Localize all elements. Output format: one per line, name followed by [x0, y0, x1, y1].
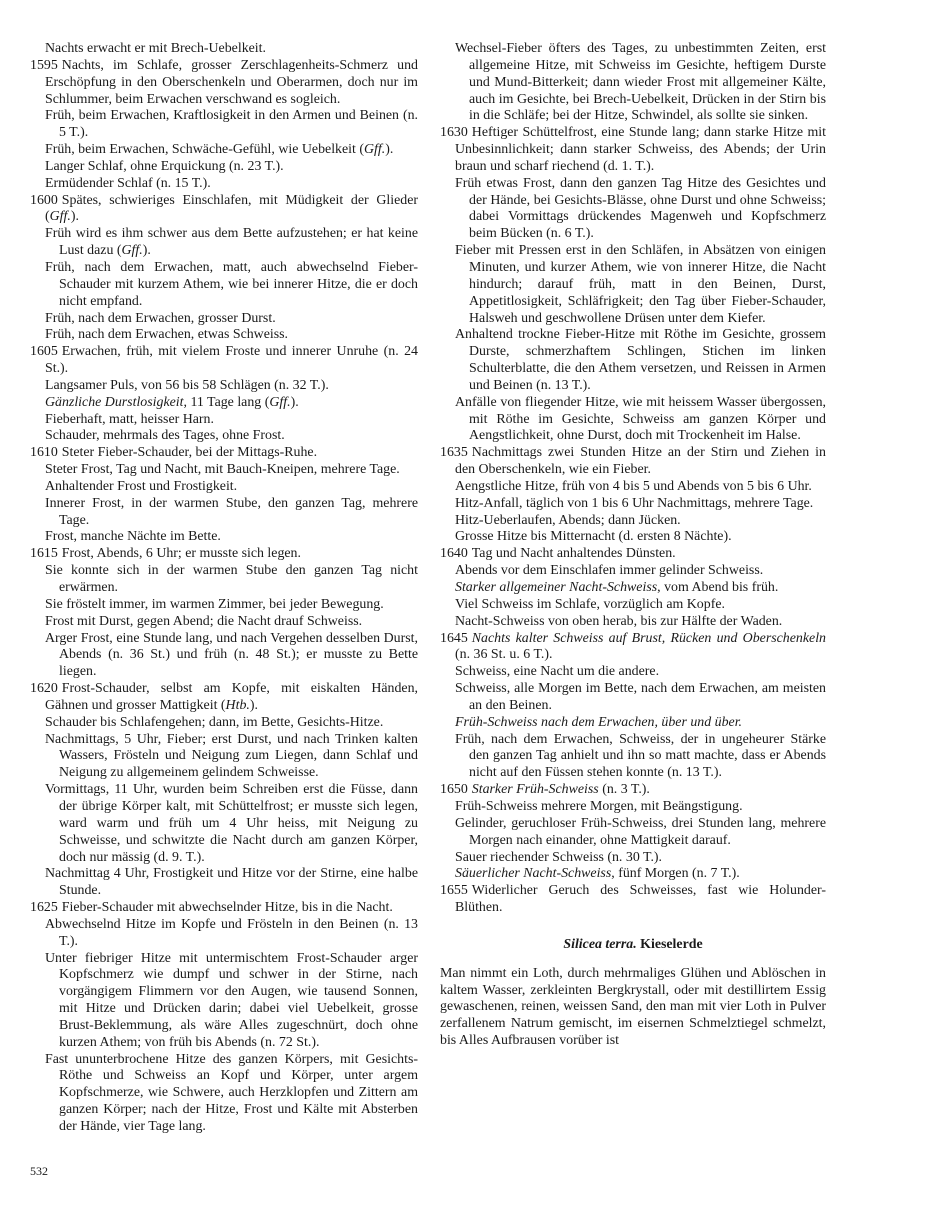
symptom-entry — [30, 428, 418, 445]
entry-text: Starker allgemeiner Nacht-Schweiss, vom Abend bis früh. — [455, 580, 779, 595]
entry-text: Nachmittags, 5 Uhr, Fieber; erst Durst, und nach Trinken kalten Wassers, Frösteln und Neigung zum Liegen, dann Schlaf und Neigung zu allgemeinem gelindem Schweisse. — [45, 731, 418, 781]
entry-text: Früh-Schweiss mehrere Morgen, mit Beängstigung. — [455, 798, 743, 814]
entry-number: 1615 — [30, 546, 58, 562]
symptom-entry — [30, 193, 418, 227]
entry-text: Schweiss, alle Morgen im Bette, nach dem Erwachen, am meisten an den Beinen. — [455, 681, 826, 713]
symptom-entry — [30, 58, 418, 109]
symptom-entry — [30, 108, 418, 142]
symptom-entry — [30, 546, 418, 563]
entry-text: Grosse Hitze bis Mitternacht (d. ersten 8 Nächte). — [455, 529, 732, 545]
entry-text: Arger Frost, eine Stunde lang, und nach Vergehen desselben Durst, Abends (n. 36 St.) und früh (n. 48 St.); er musste zu Bette liegen. — [45, 630, 418, 680]
entry-text: Hitz-Anfall, täglich von 1 bis 6 Uhr Nachmittags, mehrere Tage. — [455, 495, 814, 511]
symptom-entry — [30, 496, 418, 530]
symptom-entry — [440, 513, 826, 530]
entry-text: Gänzliche Durstlosigkeit, 11 Tage lang (Gff.). — [45, 394, 299, 410]
entry-text: Aengstliche Hitze, früh von 4 bis 5 und Abends von 5 bis 6 Uhr. — [455, 478, 812, 494]
entry-text: Früh-Schweiss nach dem Erwachen, über und über. — [455, 714, 743, 730]
symptom-entry — [440, 496, 826, 513]
entry-text: Abends vor dem Einschlafen immer gelinder Schweiss. — [455, 563, 764, 579]
symptom-entry — [440, 732, 826, 783]
symptom-entry — [30, 395, 418, 412]
symptom-entry — [440, 41, 826, 125]
symptom-entry — [440, 176, 826, 243]
symptom-entry — [440, 445, 826, 479]
entry-number: 1620 — [30, 681, 58, 697]
entry-text: Starker Früh-Schweiss (n. 3 T.). — [471, 782, 650, 798]
symptom-entry — [30, 732, 418, 783]
symptom-entry — [440, 580, 826, 597]
symptom-entry — [30, 41, 418, 58]
symptom-entry — [440, 631, 826, 665]
symptom-entry — [30, 681, 418, 715]
symptom-entry — [30, 917, 418, 951]
symptom-entry — [30, 260, 418, 311]
entry-number: 1635 — [440, 445, 468, 461]
entry-number: 1625 — [30, 900, 58, 916]
entry-text: Früh, nach dem Erwachen, etwas Schweiss. — [45, 327, 289, 343]
entry-text: Widerlicher Geruch des Schweisses, fast wie Holunder-Blüthen. — [455, 883, 826, 916]
entry-number: 1605 — [30, 344, 58, 360]
entry-text: Nacht-Schweiss von oben herab, bis zur Hälfte der Waden. — [455, 613, 783, 629]
symptom-entry — [30, 226, 418, 260]
left-column — [30, 41, 418, 1136]
section-prose: Man nimmt ein Loth, durch mehrmaliges Glühen und Ablöschen in kaltem Wasser, zerkleinten Bergkrystall, oder mit destillirtem Essig gewaschenen, reinen, weissen Sand, den man mit vier Loth in Pulver zerfallenem Natrum gemischt, im eisernen Schmelztiegel schmelzt, bis Alles Aufbrausen vorüber ist — [440, 965, 826, 1049]
entry-text: Anfälle von fliegender Hitze, wie mit heissem Wasser übergossen, mit Röthe im Gesichte, Schweiss am ganzen Körper und Aengstlichkeit, ohne Durst, doch mit Trockenheit im Halse. — [455, 394, 826, 444]
entry-text: Sie konnte sich in der warmen Stube den ganzen Tag nicht erwärmen. — [45, 563, 418, 595]
entry-number: 1610 — [30, 445, 58, 461]
symptom-entry — [440, 614, 826, 631]
symptom-entry — [440, 125, 826, 176]
symptom-entry — [440, 664, 826, 681]
right-column-entries — [440, 41, 826, 917]
symptom-entry — [30, 866, 418, 900]
symptom-entry — [30, 327, 418, 344]
page-number: 532 — [30, 1164, 48, 1178]
symptom-entry — [30, 715, 418, 732]
entry-text: Anhaltend trockne Fieber-Hitze mit Röthe im Gesichte, grossem Durste, schmerzhaftem Schlingen, Stichen im linken Schulterblatte, die den Athem versetzen, und Reissen in Armen und Beinen (n. 13 T.). — [455, 327, 826, 393]
section-heading-german: Kieselerde — [640, 936, 703, 952]
entry-text: Viel Schweiss im Schlafe, vorzüglich am Kopfe. — [455, 596, 725, 612]
symptom-entry — [440, 546, 826, 563]
entry-text: Erwachen, früh, mit vielem Froste und innerer Unruhe (n. 24 St.). — [45, 344, 418, 377]
entry-text: Früh, beim Erwachen, Schwäche-Gefühl, wie Uebelkeit (Gff.). — [45, 142, 394, 158]
symptom-entry — [30, 412, 418, 429]
entry-text: Fieberhaft, matt, heisser Harn. — [45, 411, 214, 427]
entry-number: 1600 — [30, 192, 58, 208]
symptom-entry — [30, 142, 418, 159]
entry-text: Steter Frost, Tag und Nacht, mit Bauch-Kneipen, mehrere Tage. — [45, 462, 400, 478]
entry-text: Früh, nach dem Erwachen, matt, auch abwechselnd Fieber-Schauder mit kurzem Athem, wie bei innerer Hitze, die er doch nicht empfand. — [45, 259, 418, 309]
entry-text: Langsamer Puls, von 56 bis 58 Schlägen (n. 32 T.). — [45, 377, 329, 393]
entry-text: Gelinder, geruchloser Früh-Schweiss, drei Stunden lang, mehrere Morgen nach einander, ohne Mattigkeit darauf. — [455, 815, 826, 848]
symptom-entry — [30, 378, 418, 395]
entry-text: Frost mit Durst, gegen Abend; die Nacht drauf Schweiss. — [45, 613, 363, 629]
entry-text: Frost, manche Nächte im Bette. — [45, 529, 221, 545]
entry-text: Hitz-Ueberlaufen, Abends; dann Jücken. — [455, 512, 681, 528]
entry-number: 1655 — [440, 883, 468, 899]
symptom-entry — [30, 344, 418, 378]
right-column — [440, 41, 826, 1050]
entry-text: Früh, nach dem Erwachen, Schweiss, der in ungeheurer Stärke den ganzen Tag anhielt und ihn so matt machte, dass er Abends nicht auf den Füssen stehen konnte (n. 13 T.). — [455, 731, 826, 781]
entry-number: 1650 — [440, 782, 468, 798]
symptom-entry — [440, 327, 826, 394]
entry-text: Heftiger Schüttelfrost, eine Stunde lang; dann starke Hitze mit Unbesinnlichkeit; dann starker Schweiss, des Abends; der Urin braun und scharf riechend (d. 1. T.). — [455, 125, 826, 174]
symptom-entry — [440, 563, 826, 580]
entry-text: Säuerlicher Nacht-Schweiss, fünf Morgen (n. 7 T.). — [455, 866, 740, 882]
symptom-entry — [30, 311, 418, 328]
entry-text: Früh etwas Frost, dann den ganzen Tag Hitze des Gesichtes und der Hände, bei Gesichts-Blässe, ohne Durst und ohne Schweiss; dabei Vormittags drückendes Magenweh und Kopfschmerz beim Bücken (n. 6 T.). — [455, 175, 826, 242]
entry-text: Anhaltender Frost und Frostigkeit. — [45, 478, 238, 494]
entry-text: Vormittags, 11 Uhr, wurden beim Schreiben erst die Füsse, dann der übrige Körper kalt, mit Schüttelfrost; er musste sich legen, ward warm und früh um 4 Uhr heiss, mit Neigung zu Schweisse, und schwitzte die Nacht durch am ganzen Körper, doch nur mässig (d. 9. T.). — [45, 782, 418, 865]
entry-text: Abwechselnd Hitze im Kopfe und Frösteln in den Beinen (n. 13 T.). — [45, 916, 418, 949]
entry-text: Wechsel-Fieber öfters des Tages, zu unbestimmten Zeiten, erst allgemeine Hitze, mit Schweiss im Gesichte, heftigem Durste und Mund-Bitterkeit; dann wieder Frost mit allgemeiner Kälte, auch im Gesichte, bei Brech-Uebelkeit, Drücken in der Stirn bis in die Schläfe; bei der Hitze, Schwindel, als sollte sie sinken. — [455, 41, 826, 124]
symptom-entry — [440, 479, 826, 496]
symptom-entry — [30, 614, 418, 631]
entry-number: 1630 — [440, 125, 468, 141]
entry-text: Schweiss, eine Nacht um die andere. — [455, 664, 660, 680]
symptom-entry — [30, 159, 418, 176]
entry-text: Steter Fieber-Schauder, bei der Mittags-Ruhe. — [61, 445, 318, 461]
symptom-entry — [30, 479, 418, 496]
entry-text: Nachmittags zwei Stunden Hitze an der Stirn und Ziehen in den Oberschenkeln, wie ein Fieber. — [455, 445, 826, 478]
entry-text: Sie fröstelt immer, im warmen Zimmer, bei jeder Bewegung. — [45, 596, 384, 612]
symptom-entry — [30, 445, 418, 462]
symptom-entry — [440, 243, 826, 327]
entry-text: Früh wird es ihm schwer aus dem Bette aufzustehen; er hat keine Lust dazu (Gff.). — [45, 226, 418, 259]
symptom-entry — [440, 529, 826, 546]
entry-text: Schauder, mehrmals des Tages, ohne Frost. — [45, 428, 285, 444]
symptom-entry — [30, 951, 418, 1052]
symptom-entry — [30, 176, 418, 193]
symptom-entry — [30, 782, 418, 866]
entry-text: Fast ununterbrochene Hitze des ganzen Körpers, mit Gesichts-Röthe und Schweiss an Kopf und Körper, unter argem Kopfschmerze, wie Schwere, auch Herzklopfen und Zittern am ganzen Körper; nach der Hitze, Frost und Kälte mit Absterben der Hände, vier Tage lang. — [45, 1051, 418, 1134]
symptom-entry — [440, 883, 826, 917]
entry-text: Spätes, schwieriges Einschlafen, mit Müdigkeit der Glieder (Gff.). — [45, 192, 418, 225]
entry-text: Tag und Nacht anhaltendes Dünsten. — [471, 546, 676, 562]
symptom-entry — [30, 529, 418, 546]
symptom-entry — [440, 850, 826, 867]
symptom-entry — [440, 395, 826, 446]
entry-text: Nachmittag 4 Uhr, Frostigkeit und Hitze vor der Stirne, eine halbe Stunde. — [45, 866, 418, 899]
entry-text: Frost-Schauder, selbst am Kopfe, mit eiskalten Händen, Gähnen und grosser Mattigkeit (Htb.). — [45, 681, 418, 713]
entry-number: 1645 — [440, 630, 468, 646]
symptom-entry — [30, 597, 418, 614]
symptom-entry — [30, 563, 418, 597]
entry-text: Schauder bis Schlafengehen; dann, im Bette, Gesichts-Hitze. — [45, 714, 384, 730]
entry-text: Sauer riechender Schweiss (n. 30 T.). — [455, 849, 663, 865]
section-heading-latin: Silicea terra. — [563, 936, 637, 952]
symptom-entry — [30, 900, 418, 917]
symptom-entry — [440, 799, 826, 816]
entry-text: Innerer Frost, in der warmen Stube, den ganzen Tag, mehrere Tage. — [45, 495, 418, 528]
entry-text: Früh, beim Erwachen, Kraftlosigkeit in den Armen und Beinen (n. 5 T.). — [45, 108, 418, 141]
symptom-entry — [440, 681, 826, 715]
entry-text: Nachts erwacht er mit Brech-Uebelkeit. — [45, 41, 266, 56]
entry-number: 1640 — [440, 546, 468, 562]
symptom-entry — [440, 782, 826, 799]
entry-text: Frost, Abends, 6 Uhr; er musste sich legen. — [61, 546, 301, 562]
symptom-entry — [440, 715, 826, 732]
entry-number: 1595 — [30, 57, 58, 73]
entry-text: Fieber mit Pressen erst in den Schläfen, in Absätzen von einigen Minuten, und kurzer Athem, wie von innerer Hitze, die Nacht hindurch; darauf früh, matt in den Beinen, Durst, Appetitlosigkeit, Schläfrigkeit; den Tag über Fieber-Schauder, Halsweh und geschwollene Drüsen unter dem Kiefer. — [455, 243, 826, 326]
section-heading — [440, 937, 826, 954]
entry-text: Nachts kalter Schweiss auf Brust, Rücken und Oberschenkeln (n. 36 St. u. 6 T.). — [455, 630, 826, 663]
entry-text: Langer Schlaf, ohne Erquickung (n. 23 T.). — [45, 158, 284, 174]
entry-text: Früh, nach dem Erwachen, grosser Durst. — [45, 310, 276, 326]
entry-text: Unter fiebriger Hitze mit untermischtem Frost-Schauder arger Kopfschmerz wie dumpf und schwer in der Stirne, nach vorgängigem Flimmern vor den Augen, wie tausend Sonnen, mit Hitze und Drücken darin; dabei viel Uebelkeit, grosse Brust-Beklemmung, als wäre Alles zugeschnürt, doch ohne kurzen Athem; von früh bis Abends (n. 72 St.). — [45, 950, 418, 1050]
symptom-entry — [440, 866, 826, 883]
symptom-entry — [440, 597, 826, 614]
symptom-entry — [30, 462, 418, 479]
entry-text: Ermüdender Schlaf (n. 15 T.). — [45, 175, 211, 191]
symptom-entry — [30, 631, 418, 682]
entry-text: Fieber-Schauder mit abwechselnder Hitze, bis in die Nacht. — [61, 900, 393, 916]
symptom-entry — [30, 1052, 418, 1136]
symptom-entry — [440, 816, 826, 850]
entry-text: Nachts, im Schlafe, grosser Zerschlagenheits-Schmerz und Erschöpfung in den Oberschenkeln und Oberarmen, doch nur im Schlummer, beim Erwachen verschwand es sogleich. — [45, 57, 418, 107]
